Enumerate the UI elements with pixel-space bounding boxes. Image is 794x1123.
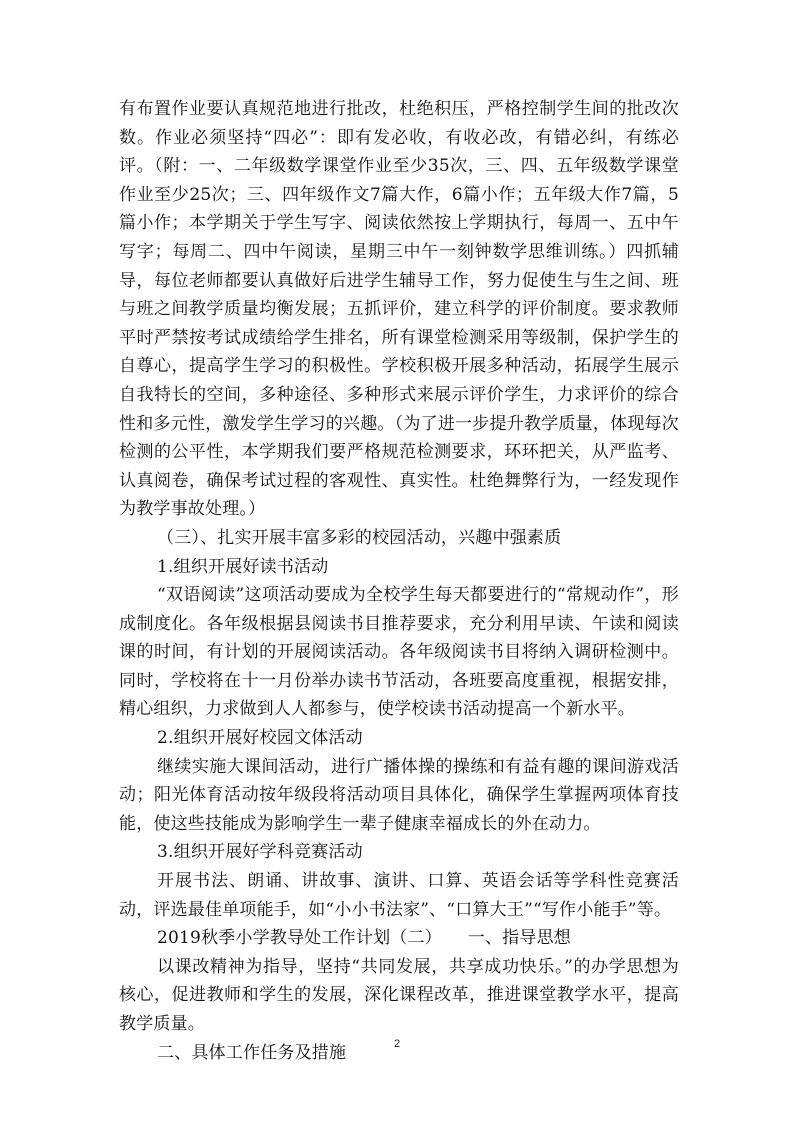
paragraph: 开展书法、朗诵、讲故事、演讲、口算、英语会话等学科性竞赛活动，评选最佳单项能手，如“小小书法家”、“口算大王”“写作小能手”等。 — [119, 871, 679, 920]
subsection-heading: 1.组织开展好读书活动 — [157, 556, 329, 577]
section-heading: 二、具体工作任务及措施 — [157, 1042, 347, 1063]
paragraph: “双语阅读”这项活动要成为全校学生每天都要进行的“常规动作”，形成制度化。各年级根据县阅读书目推荐要求，充分利用早读、午读和阅读课的时间，有计划的开展阅读活动。各年级阅读书目将纳入调研检测中。同时，学校将在十一月份举办读书节活动，各班要高度重视，根据安排，精心组织，力求做到人人都参与，使学校读书活动提高一个新水平。 — [119, 585, 679, 720]
paragraph: 以课改精神为指导，坚持“共同发展，共享成功快乐。”的办学思想为核心，促进教师和学生的发展，深化课程改革，推进课堂教学水平，提高教学质量。 — [119, 956, 679, 1034]
subsection-heading: 3.组织开展好学科竞赛活动 — [157, 842, 363, 863]
subsection-heading: 2.组织开展好校园文体活动 — [157, 728, 363, 749]
paragraph: 有布置作业要认真规范地进行批改，杜绝积压，严格控制学生间的批改次数。作业必须坚持“四必”：即有发必收，有收必改，有错必纠，有练必评。（附：一、二年级数学课堂作业至少35次，三、四、五年级数学课堂作业至少25次；三、四年级作文7篇大作，6篇小作；五年级大作7篇，5篇小作；本学期关于学生写字、阅读依然按上学期执行，每周一、五中午写字；每周二、四中午阅读，星期三中午一刻钟数学思维训练。）四抓辅导，每位老师都要认真做好后进学生辅导工作，努力促使生与生之间、班与班之间教学质量均衡发展；五抓评价，建立科学的评价制度。要求教师平时严禁按考试成绩给学生排名，所有课堂检测采用等级制，保护学生的自尊心，提高学生学习的积极性。学校积极开展多种活动，拓展学生展示自我特长的空间，多种途径、多种形式来展示评价学生，力求评价的综合性和多元性，激发学生学习的兴趣。（为了进一步提升教学质量，体现每次检测的公平性，本学期我们要严格规范检测要求，环环把关，从严监考、认真阅卷，确保考试过程的客观性、真实性。杜绝舞弊行为，一经发现作为教学事故处理。） — [119, 99, 679, 520]
section-heading: （三）、扎实开展丰富多彩的校园活动，兴趣中强素质 — [157, 527, 562, 548]
document-body — [119, 95, 679, 1067]
paragraph: 继续实施大课间活动，进行广播体操的操练和有益有趣的课间游戏活动；阳光体育活动按年级段将活动项目具体化，确保学生掌握两项体育技能，使这些技能成为影响学生一辈子健康幸福成长的外在动力。 — [119, 756, 679, 834]
document-title-line: 2019秋季小学教导处工作计划（二） 一、指导思想 — [157, 928, 571, 949]
page-number: 2 — [393, 1038, 401, 1050]
